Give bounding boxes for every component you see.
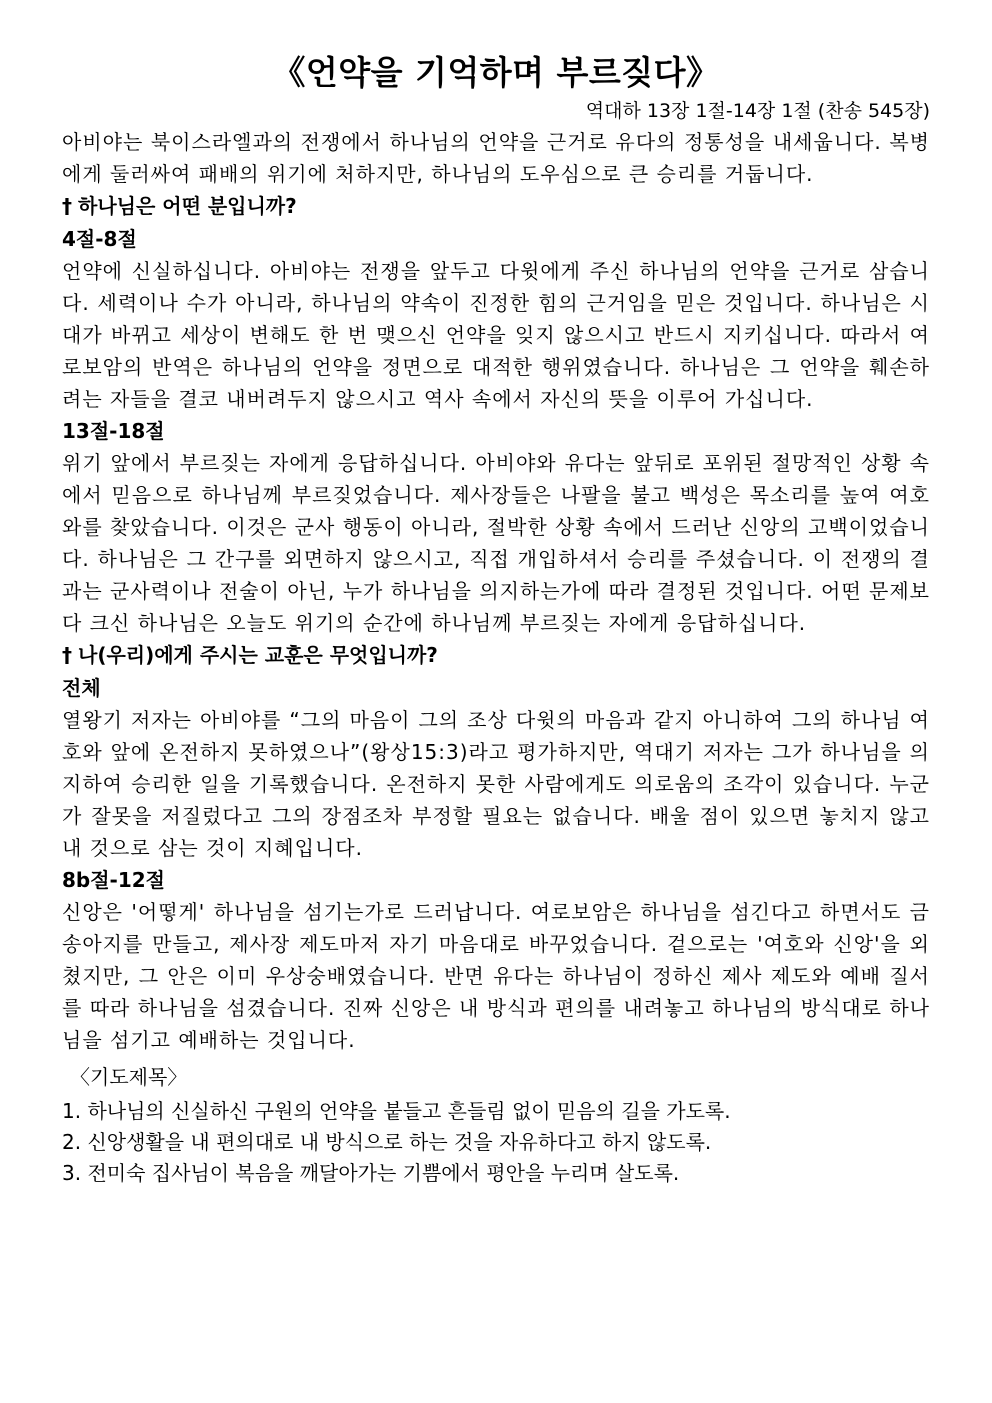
page-title: 《언약을 기억하며 부르짖다》 — [272, 53, 720, 92]
section-heading-text: 나(우리)에게 주시는 교훈은 무엇입니까? — [78, 643, 438, 667]
prayer-item: 2. 신앙생활을 내 편의대로 내 방식으로 하는 것을 자유하다고 하지 않도록. — [62, 1130, 712, 1154]
cross-icon: † — [62, 194, 72, 218]
prayer-item: 1. 하나님의 신실하신 구원의 언약을 붙들고 흔들림 없이 믿음의 길을 가도록. — [62, 1099, 731, 1123]
verse-label: 전체 — [62, 676, 101, 700]
prayer-title: 〈기도제목〉 — [70, 1065, 188, 1089]
section-who-is-god — [62, 190, 930, 639]
section-heading — [62, 190, 930, 223]
body-paragraph: 위기 앞에서 부르짖는 자에게 응답하십니다. 아비야와 유다는 앞뒤로 포위된 절망적인 상황 속에서 믿음으로 하나님께 부르짖었습니다. 제사장들은 나팔을 불고 백성은 목소리를 높여 여호와를 찾았습니다. 이것은 군사 행동이 아니라, 절박한 상황 속에서 드러난 신앙의 고백이었습니다. 하나님은 그 간구를 외면하지 않으시고, 직접 개입하셔서 승리를 주셨습니다. 이 전쟁의 결과는 군사력이나 전술이 아닌, 누가 하나님을 의지하는가에 따라 결정된 것입니다. 어떤 문제보다 크신 하나님은 오늘도 위기의 순간에 하나님께 부르짖는 자에게 응답하십니다. — [62, 451, 930, 635]
verse-label: 13절-18절 — [62, 419, 165, 443]
section-heading — [62, 639, 930, 672]
section-lessons — [62, 639, 930, 1056]
intro-paragraph: 아비야는 북이스라엘과의 전쟁에서 하나님의 언약을 근거로 유다의 정통성을 내세웁니다. 복병에게 둘러싸여 패배의 위기에 처하지만, 하나님의 도우심으로 큰 승리를 거둡니다. — [62, 130, 930, 186]
verse-label: 4절-8절 — [62, 227, 137, 251]
body-paragraph: 열왕기 저자는 아비야를 “그의 마음이 그의 조상 다윗의 마음과 같지 아니하여 그의 하나님 여호와 앞에 온전하지 못하였으나”(왕상15:3)라고 평가하지만, 역대기 저자는 그가 하나님을 의지하여 승리한 일을 기록했습니다. 온전하지 못한 사람에게도 의로움의 조각이 있습니다. 누군가 잘못을 저질렀다고 그의 장점조차 부정할 필요는 없습니다. 배울 점이 있으면 놓치지 않고 내 것으로 삼는 것이 지혜입니다. — [62, 708, 930, 860]
prayer-item: 3. 전미숙 집사님이 복음을 깨달아가는 기쁨에서 평안을 누리며 살도록. — [62, 1161, 680, 1185]
document-page — [62, 50, 930, 1189]
section-heading-text: 하나님은 어떤 분입니까? — [78, 194, 297, 218]
cross-icon: † — [62, 643, 72, 667]
body-paragraph: 언약에 신실하십니다. 아비야는 전쟁을 앞두고 다윗에게 주신 하나님의 언약을 근거로 삼습니다. 세력이나 수가 아니라, 하나님의 약속이 진정한 힘의 근거임을 믿은 것입니다. 하나님은 시대가 바뀌고 세상이 변해도 한 번 맺으신 언약을 잊지 않으시고 반드시 지키십니다. 따라서 여로보암의 반역은 하나님의 언약을 정면으로 대적한 행위였습니다. 하나님은 그 언약을 훼손하려는 자들을 결코 내버려두지 않으시고 역사 속에서 자신의 뜻을 이루어 가십니다. — [62, 259, 930, 411]
prayer-section — [62, 1060, 930, 1189]
body-paragraph: 신앙은 '어떻게' 하나님을 섬기는가로 드러납니다. 여로보암은 하나님을 섬긴다고 하면서도 금송아지를 만들고, 제사장 제도마저 자기 마음대로 바꾸었습니다. 겉으로는 '여호와 신앙'을 외쳤지만, 그 안은 이미 우상숭배였습니다. 반면 유다는 하나님이 정하신 제사 제도와 예배 질서를 따라 하나님을 섬겼습니다. 진짜 신앙은 내 방식과 편의를 내려놓고 하나님의 방식대로 하나님을 섬기고 예배하는 것입니다. — [62, 900, 930, 1052]
prayer-list — [62, 1096, 930, 1189]
scripture-reference: 역대하 13장 1절-14장 1절 (찬송 545장) — [585, 100, 930, 122]
verse-label: 8b절-12절 — [62, 868, 166, 892]
